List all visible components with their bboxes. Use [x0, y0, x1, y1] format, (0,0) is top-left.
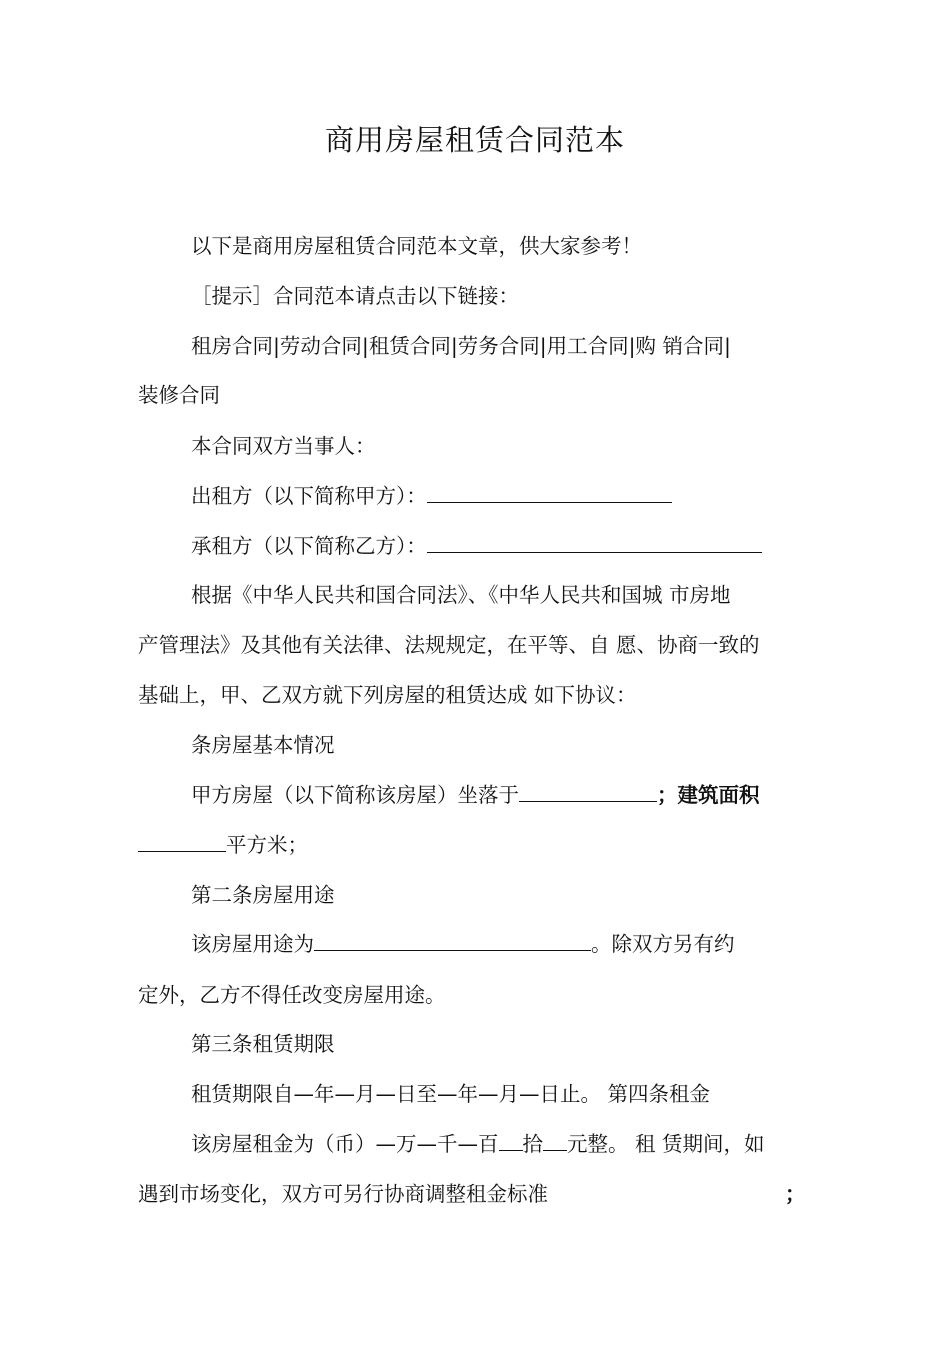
- tip-text: ［提示］合同范本请点击以下链接：: [191, 284, 519, 308]
- contract-links-line-2[interactable]: 装修合同: [138, 383, 220, 407]
- article-4-text-c: 元整。 租 赁期间，如: [567, 1132, 765, 1156]
- rent-hundreds-blank: [499, 1130, 523, 1151]
- article-2-text-a: 该房屋用途为: [191, 932, 314, 956]
- lessee-blank: [427, 532, 762, 553]
- basis-line-2: 产管理法》及其他有关法律、法规规定，在平等、自 愿、协商一致的: [138, 633, 760, 657]
- article-3-text: 租赁期限自—年—月—日至—年—月—日止。 第四条租金: [191, 1082, 711, 1106]
- location-blank: [519, 781, 657, 802]
- area-blank: [138, 831, 226, 852]
- article-1-line-1: [191, 781, 760, 809]
- lessor-blank: [427, 482, 672, 503]
- article-4-line-1: [191, 1130, 765, 1158]
- usage-blank: [314, 930, 591, 951]
- lessor-label: 出租方（以下简称甲方）：: [191, 484, 427, 508]
- article-2-text-b: 。除双方另有约: [591, 932, 735, 956]
- rent-tens-blank: [543, 1130, 567, 1151]
- article-3-heading: 第三条租赁期限: [191, 1032, 335, 1056]
- parties-heading: 本合同双方当事人：: [191, 434, 376, 458]
- article-1-text-a: 甲方房屋（以下简称该房屋）坐落于: [191, 783, 519, 807]
- article-2-heading: 第二条房屋用途: [191, 883, 335, 907]
- article-1-line-2: [138, 831, 308, 859]
- document-title: 商用房屋租赁合同范本: [324, 123, 625, 157]
- basis-line-3: 基础上，甲、乙双方就下列房屋的租赁达成 如下协议：: [138, 683, 637, 707]
- article-2-line-1: [191, 930, 735, 958]
- lessee-line: [191, 532, 762, 560]
- contract-links-line-1[interactable]: 租房合同|劳动合同|租赁合同|劳务合同|用工合同|购 销合同|: [191, 334, 731, 358]
- article-4-semicolon: ；: [785, 1182, 806, 1206]
- basis-line-1: 根据《中华人民共和国合同法》、《中华人民共和国城 市房地: [191, 583, 731, 607]
- article-1-text-c: 平方米；: [226, 833, 308, 857]
- article-2-line-2: 定外，乙方不得任改变房屋用途。: [138, 983, 446, 1007]
- article-4-line-2: 遇到市场变化，双方可另行协商调整租金标准: [138, 1182, 548, 1206]
- article-4-text-a: 该房屋租金为（币）—万—千—百: [191, 1132, 499, 1156]
- article-1-text-b: ；建筑面积: [657, 783, 760, 807]
- lessor-line: [191, 482, 672, 510]
- article-1-heading: 条房屋基本情况: [191, 733, 335, 757]
- article-4-text-b: 拾: [522, 1132, 543, 1156]
- lessee-label: 承租方（以下简称乙方）：: [191, 534, 427, 558]
- intro-text: 以下是商用房屋租赁合同范本文章，供大家参考！: [191, 234, 642, 258]
